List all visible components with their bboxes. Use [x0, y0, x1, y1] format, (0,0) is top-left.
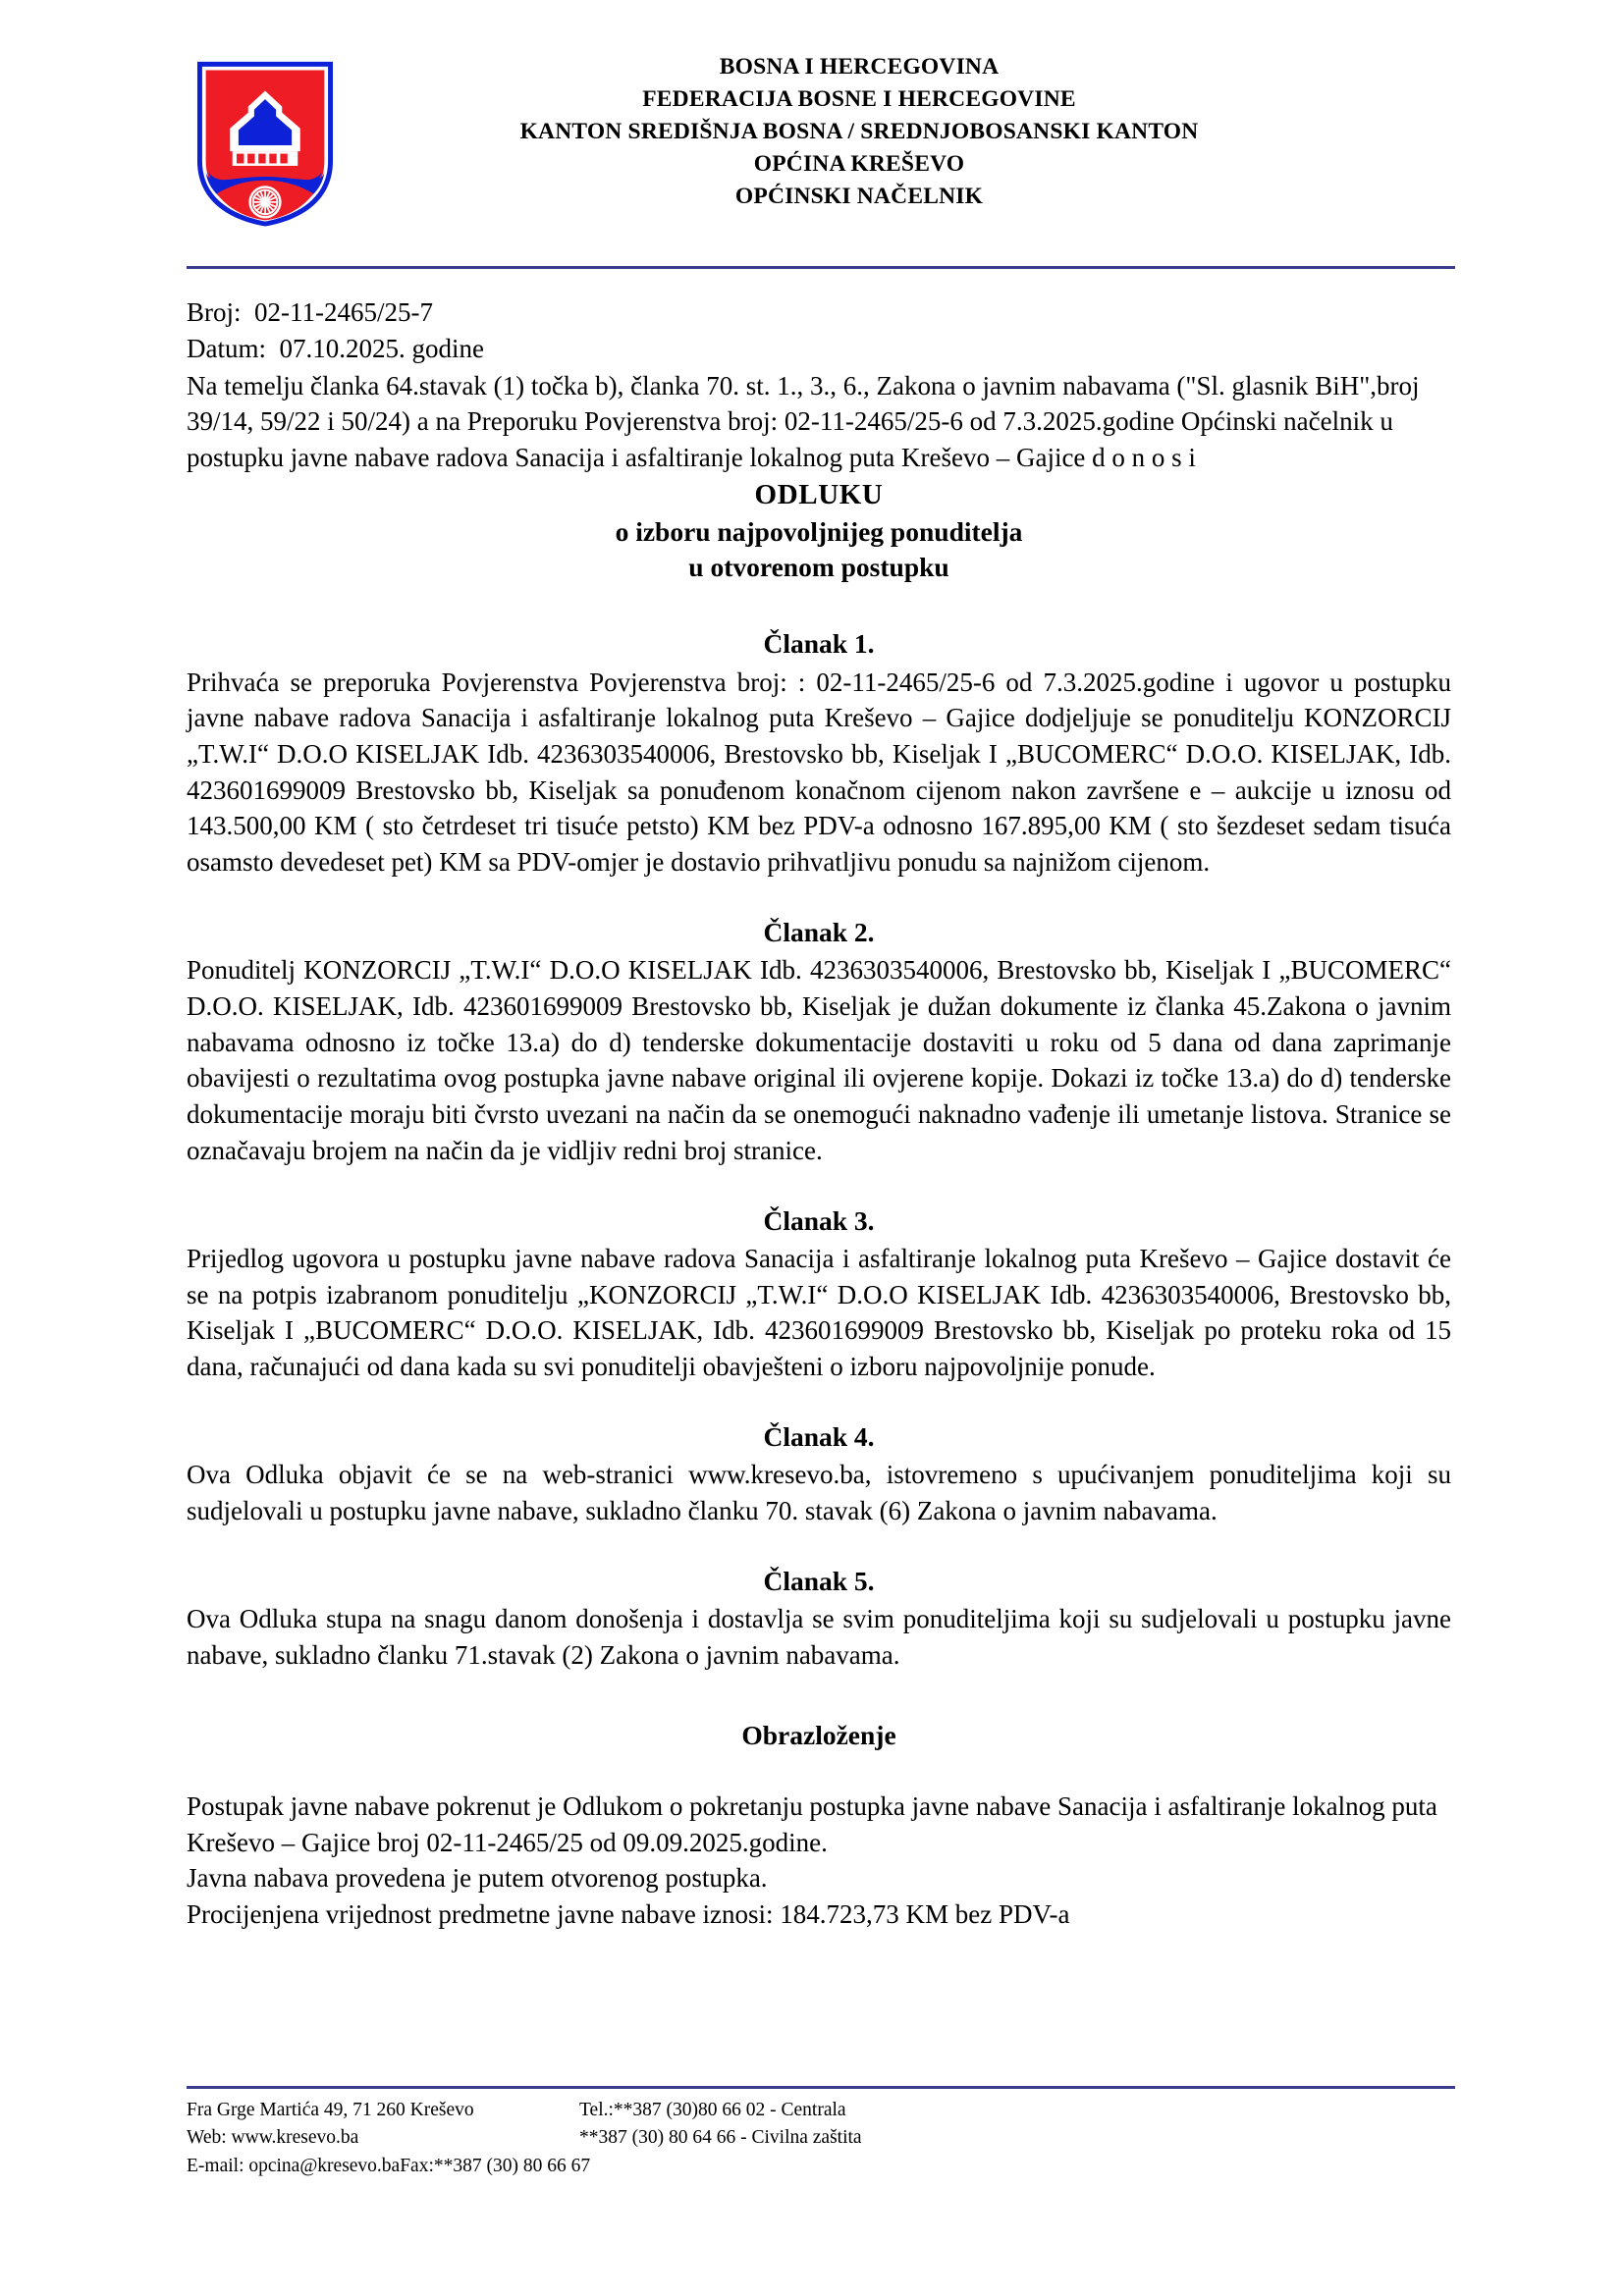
letterhead — [0, 0, 1624, 229]
org-line-canton: KANTON SREDIŠNJA BOSNA / SREDNJOBOSANSKI KANTON — [519, 118, 1199, 144]
org-line-country: BOSNA I HERCEGOVINA — [719, 54, 1000, 80]
decision-title-line3: u otvorenom postupku — [688, 552, 949, 583]
decision-title-line2: o izboru najpovoljnijeg ponuditelja — [615, 515, 1023, 547]
footer-website[interactable]: Web: www.kresevo.ba — [187, 2127, 359, 2149]
article-body-4: Ova Odluka objavit će se na web-stranici www.kresevo.ba, istovremeno s upućivanjem ponuditeljima koji su sudjelovali u postupku javne nabave, sukladno članku 70. stavak (6) Zakona o javnim nabavama. — [187, 1460, 1451, 1525]
header-divider — [187, 266, 1455, 269]
reference-number: Broj: 02-11-2465/25-7 — [187, 297, 433, 327]
document-body — [0, 294, 1624, 1933]
article-heading-5: Članak 5. — [763, 1565, 875, 1596]
footer-row-1 — [187, 2097, 1451, 2124]
footer-row-3 — [187, 2153, 1451, 2180]
org-line-municipality: OPĆINA KREŠEVO — [753, 150, 965, 177]
page-footer — [0, 2086, 1624, 2180]
article-heading-4: Članak 4. — [763, 1420, 875, 1452]
footer-row-2 — [187, 2124, 1451, 2152]
article-body-5: Ova Odluka stupa na snagu danom donošenja i dostavlja se svim ponuditeljima koji su sudjelovali u postupku javne nabave, sukladno članku 71.stavak (2) Zakona o javnim nabavama. — [187, 1604, 1451, 1670]
crest-container — [192, 51, 359, 229]
organization-heading — [359, 51, 1506, 212]
document-meta — [187, 294, 1451, 368]
footer-address: Fra Grge Martića 49, 71 260 Kreševo — [187, 2100, 474, 2121]
decision-title-line1: ODLUKU — [754, 478, 884, 510]
explanation-paragraph-1: Postupak javne nabave pokrenut je Odlukom o pokretanju postupka javne nabave Sanacija i asfaltiranje lokalnog puta Kreševo – Gajice broj 02-11-2465/25 od 09.09.2025.godine. — [187, 1790, 1437, 1857]
coat-of-arms-icon — [192, 57, 338, 229]
article-heading-2: Članak 2. — [763, 916, 875, 947]
footer-contact-block — [0, 2089, 1624, 2180]
explanation-paragraph-2: Javna nabava provedena je putem otvorenog postupka. — [187, 1863, 768, 1894]
footer-phone-civil-protection: **387 (30) 80 64 66 - Civilna zaštita — [579, 2127, 862, 2149]
explanation-paragraph-3: Procijenjena vrijednost predmetne javne nabave iznosi: 184.723,73 KM bez PDV-a — [187, 1899, 1070, 1930]
article-body-2: Ponuditelj KONZORCIJ „T.W.I“ D.O.O KISELJAK Idb. 4236303540006, Brestovsko bb, Kiseljak I „BUCOMERC“ D.O.O. KISELJAK, Idb. 423601699009 Brestovsko bb, Kiseljak je dužan dokumente iz članka 45.Zakona o javnim nabavama odnosno iz točke 13.a) do d) tenderske dokumentacije dostaviti u roku od 5 dana od dana zaprimanje obavijesti o rezultatima ovog postupka javne nabave original ili ovjerene kopije. Dokazi iz točke 13.a) do d) tenderske dokumentacije moraju biti čvrsto uvezani na način da se onemogući naknadno vađenje ili umetanje listova. Stranice se označavaju brojem na način da je vidljiv redni broj stranice. — [187, 955, 1451, 1165]
org-line-federation: FEDERACIJA BOSNE I HERCEGOVINE — [642, 85, 1076, 112]
legal-basis-paragraph: Na temelju članka 64.stavak (1) točka b), članka 70. st. 1., 3., 6., Zakona o javnim nabavama ("Sl. glasnik BiH",broj 39/14, 59/22 i 50/24) a na Preporuku Povjerenstva broj: 02-11-2465/25-6 od 7.3.2025.godine Općinski načelnik u postupku javne nabave radova Sanacija i asfaltiranje lokalnog puta Kreševo – Gajice d o n o s i — [187, 370, 1420, 472]
article-heading-1: Članak 1. — [763, 628, 875, 660]
decision-title — [187, 476, 1451, 587]
article-body-3: Prijedlog ugovora u postupku javne nabave radova Sanacija i asfaltiranje lokalnog puta Kreševo – Gajice dostavit će se na potpis izabranom ponuditelju „KONZORCIJ „T.W.I“ D.O.O KISELJAK Idb. 4236303540006, Brestovsko bb, Kiseljak I „BUCOMERC“ D.O.O. KISELJAK, Idb. 423601699009 Brestovsko bb, Kiseljak po proteku roka od 15 dana, računajući od dana kada su svi ponuditelji obavješteni o izboru najpovoljnije ponude. — [187, 1244, 1451, 1382]
document-date: Datum: 07.10.2025. godine — [187, 334, 484, 364]
footer-email-fax[interactable]: E-mail: opcina@kresevo.baFax:**387 (30) 80 66 67 — [187, 2155, 591, 2176]
explanation-heading: Obrazloženje — [741, 1719, 896, 1750]
footer-phone-central: Tel.:**387 (30)80 66 02 - Centrala — [579, 2100, 846, 2121]
org-line-office: OPĆINSKI NAČELNIK — [734, 183, 984, 209]
article-heading-3: Članak 3. — [763, 1204, 875, 1236]
article-body-1: Prihvaća se preporuka Povjerenstva Povjerenstva broj: : 02-11-2465/25-6 od 7.3.2025.godine i ugovor u postupku javne nabave radova Sanacija i asfaltiranje lokalnog puta Kreševo – Gajice dodjeljuje se ponuditelju KONZORCIJ „T.W.I“ D.O.O KISELJAK Idb. 4236303540006, Brestovsko bb, Kiseljak I „BUCOMERC“ D.O.O. KISELJAK, Idb. 423601699009 Brestovsko bb, Kiseljak sa ponuđenom konačnom cijenom nakon završene e – aukcije u iznosu od 143.500,00 KM ( sto četrdeset tri tisuće petsto) KM bez PDV-a odnosno 167.895,00 KM ( sto šezdeset sedam tisuća osamsto devedeset pet) KM sa PDV-omjer je dostavio prihvatljivu ponudu sa najnižom cijenom. — [187, 667, 1451, 878]
